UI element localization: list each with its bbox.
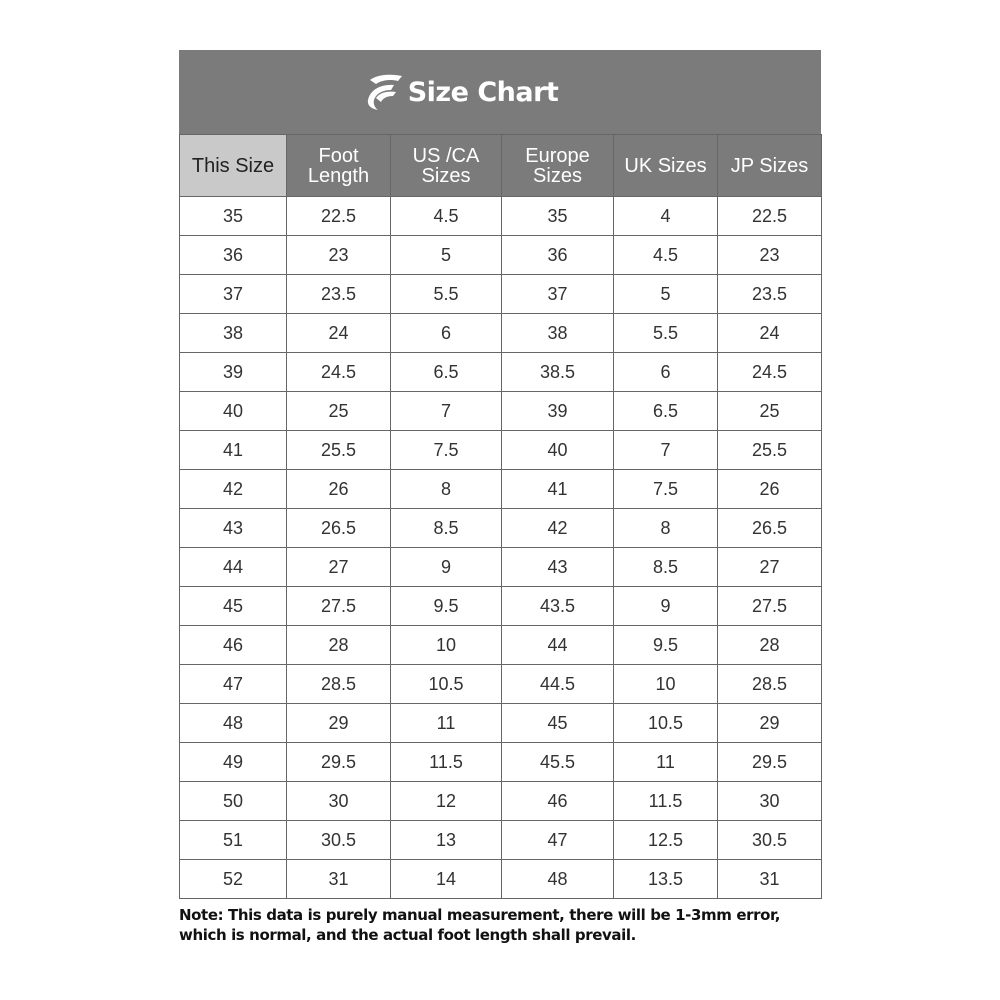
table-cell: 42 — [502, 509, 614, 548]
table-cell: 4.5 — [614, 236, 718, 275]
table-row — [180, 626, 822, 665]
table-row — [180, 548, 822, 587]
column-header-label: This Size — [191, 154, 275, 177]
table-cell: 23.5 — [287, 275, 391, 314]
table-cell: 35 — [502, 197, 614, 236]
table-cell: 7.5 — [391, 431, 502, 470]
table-cell: 48 — [180, 704, 287, 743]
table-cell: 38 — [180, 314, 287, 353]
col-header-jp-sizes — [718, 135, 822, 197]
table-cell: 50 — [180, 782, 287, 821]
table-cell: 49 — [180, 743, 287, 782]
table-cell: 35 — [180, 197, 287, 236]
column-header-label: UK Sizes — [624, 154, 707, 177]
table-row — [180, 197, 822, 236]
table-cell: 24 — [287, 314, 391, 353]
chart-title: Size Chart — [407, 76, 559, 108]
table-cell: 12 — [391, 782, 502, 821]
table-cell: 27 — [287, 548, 391, 587]
col-header-foot-length — [287, 135, 391, 197]
table-cell: 10 — [391, 626, 502, 665]
table-cell: 22.5 — [718, 197, 822, 236]
table-cell: 26.5 — [718, 509, 822, 548]
table-row — [180, 392, 822, 431]
table-row — [180, 782, 822, 821]
table-cell: 31 — [718, 860, 822, 899]
table-row — [180, 821, 822, 860]
table-cell: 28 — [287, 626, 391, 665]
table-cell: 29.5 — [287, 743, 391, 782]
table-cell: 52 — [180, 860, 287, 899]
table-cell: 38 — [502, 314, 614, 353]
table-cell: 12.5 — [614, 821, 718, 860]
chart-banner — [179, 50, 821, 134]
measurement-note: Note: This data is purely manual measurement, there will be 1-3mm error, which is normal, and the actual foot length shall prevail. — [179, 906, 781, 944]
table-cell: 10 — [614, 665, 718, 704]
table-row — [180, 665, 822, 704]
table-cell: 39 — [502, 392, 614, 431]
table-cell: 8 — [391, 470, 502, 509]
table-cell: 47 — [502, 821, 614, 860]
table-cell: 43.5 — [502, 587, 614, 626]
table-cell: 26.5 — [287, 509, 391, 548]
table-cell: 46 — [180, 626, 287, 665]
table-cell: 5 — [614, 275, 718, 314]
table-cell: 26 — [287, 470, 391, 509]
table-cell: 44.5 — [502, 665, 614, 704]
size-table — [179, 134, 822, 899]
table-cell: 27.5 — [287, 587, 391, 626]
table-row — [180, 431, 822, 470]
col-header-this-size — [180, 135, 287, 197]
table-cell: 8 — [614, 509, 718, 548]
table-cell: 27 — [718, 548, 822, 587]
table-cell: 43 — [502, 548, 614, 587]
table-cell: 4.5 — [391, 197, 502, 236]
table-cell: 51 — [180, 821, 287, 860]
table-row — [180, 470, 822, 509]
table-cell: 43 — [180, 509, 287, 548]
table-cell: 6.5 — [391, 353, 502, 392]
table-cell: 24.5 — [287, 353, 391, 392]
table-cell: 6 — [614, 353, 718, 392]
table-cell: 29 — [287, 704, 391, 743]
table-cell: 13 — [391, 821, 502, 860]
table-cell: 40 — [180, 392, 287, 431]
table-row — [180, 704, 822, 743]
table-cell: 41 — [180, 431, 287, 470]
table-cell: 25 — [287, 392, 391, 431]
table-row — [180, 860, 822, 899]
table-cell: 45.5 — [502, 743, 614, 782]
table-cell: 9.5 — [391, 587, 502, 626]
table-cell: 7 — [614, 431, 718, 470]
table-cell: 11.5 — [614, 782, 718, 821]
table-cell: 11 — [391, 704, 502, 743]
table-cell: 23.5 — [718, 275, 822, 314]
table-cell: 30 — [718, 782, 822, 821]
table-cell: 11.5 — [391, 743, 502, 782]
table-row — [180, 353, 822, 392]
table-cell: 28.5 — [718, 665, 822, 704]
table-cell: 29 — [718, 704, 822, 743]
table-cell: 5.5 — [614, 314, 718, 353]
table-cell: 37 — [180, 275, 287, 314]
table-cell: 27.5 — [718, 587, 822, 626]
column-header-label: US /CA Sizes — [412, 144, 480, 187]
table-cell: 22.5 — [287, 197, 391, 236]
table-cell: 42 — [180, 470, 287, 509]
table-cell: 6.5 — [614, 392, 718, 431]
table-cell: 24 — [718, 314, 822, 353]
table-cell: 9.5 — [614, 626, 718, 665]
table-cell: 28 — [718, 626, 822, 665]
table-cell: 5.5 — [391, 275, 502, 314]
header-row — [180, 135, 822, 197]
size-chart — [179, 50, 821, 899]
table-row — [180, 314, 822, 353]
table-body — [180, 197, 822, 899]
table-cell: 44 — [502, 626, 614, 665]
table-cell: 9 — [614, 587, 718, 626]
table-cell: 10.5 — [614, 704, 718, 743]
table-cell: 28.5 — [287, 665, 391, 704]
table-cell: 31 — [287, 860, 391, 899]
table-cell: 13.5 — [614, 860, 718, 899]
brand-logo-icon — [362, 70, 406, 114]
table-cell: 37 — [502, 275, 614, 314]
col-header-europe-sizes — [502, 135, 614, 197]
table-cell: 45 — [180, 587, 287, 626]
table-cell: 7.5 — [614, 470, 718, 509]
table-cell: 10.5 — [391, 665, 502, 704]
table-cell: 39 — [180, 353, 287, 392]
table-cell: 38.5 — [502, 353, 614, 392]
table-cell: 24.5 — [718, 353, 822, 392]
column-header-label: Foot Length — [307, 144, 370, 187]
table-cell: 41 — [502, 470, 614, 509]
col-header-uk-sizes — [614, 135, 718, 197]
table-cell: 23 — [287, 236, 391, 275]
table-row — [180, 587, 822, 626]
table-cell: 8.5 — [614, 548, 718, 587]
table-cell: 30.5 — [287, 821, 391, 860]
col-header-us-ca-sizes — [391, 135, 502, 197]
table-row — [180, 236, 822, 275]
table-cell: 30 — [287, 782, 391, 821]
column-header-label: JP Sizes — [730, 154, 809, 177]
table-cell: 14 — [391, 860, 502, 899]
table-cell: 29.5 — [718, 743, 822, 782]
table-cell: 45 — [502, 704, 614, 743]
table-cell: 30.5 — [718, 821, 822, 860]
table-cell: 40 — [502, 431, 614, 470]
table-cell: 23 — [718, 236, 822, 275]
table-cell: 5 — [391, 236, 502, 275]
table-cell: 8.5 — [391, 509, 502, 548]
table-cell: 46 — [502, 782, 614, 821]
table-cell: 7 — [391, 392, 502, 431]
table-cell: 4 — [614, 197, 718, 236]
table-cell: 36 — [180, 236, 287, 275]
table-cell: 36 — [502, 236, 614, 275]
table-cell: 6 — [391, 314, 502, 353]
table-row — [180, 743, 822, 782]
table-cell: 47 — [180, 665, 287, 704]
table-cell: 26 — [718, 470, 822, 509]
table-cell: 11 — [614, 743, 718, 782]
table-cell: 25 — [718, 392, 822, 431]
table-cell: 44 — [180, 548, 287, 587]
table-row — [180, 275, 822, 314]
table-cell: 25.5 — [287, 431, 391, 470]
table-cell: 48 — [502, 860, 614, 899]
table-row — [180, 509, 822, 548]
table-cell: 25.5 — [718, 431, 822, 470]
column-header-label: Europe Sizes — [525, 144, 590, 187]
table-cell: 9 — [391, 548, 502, 587]
